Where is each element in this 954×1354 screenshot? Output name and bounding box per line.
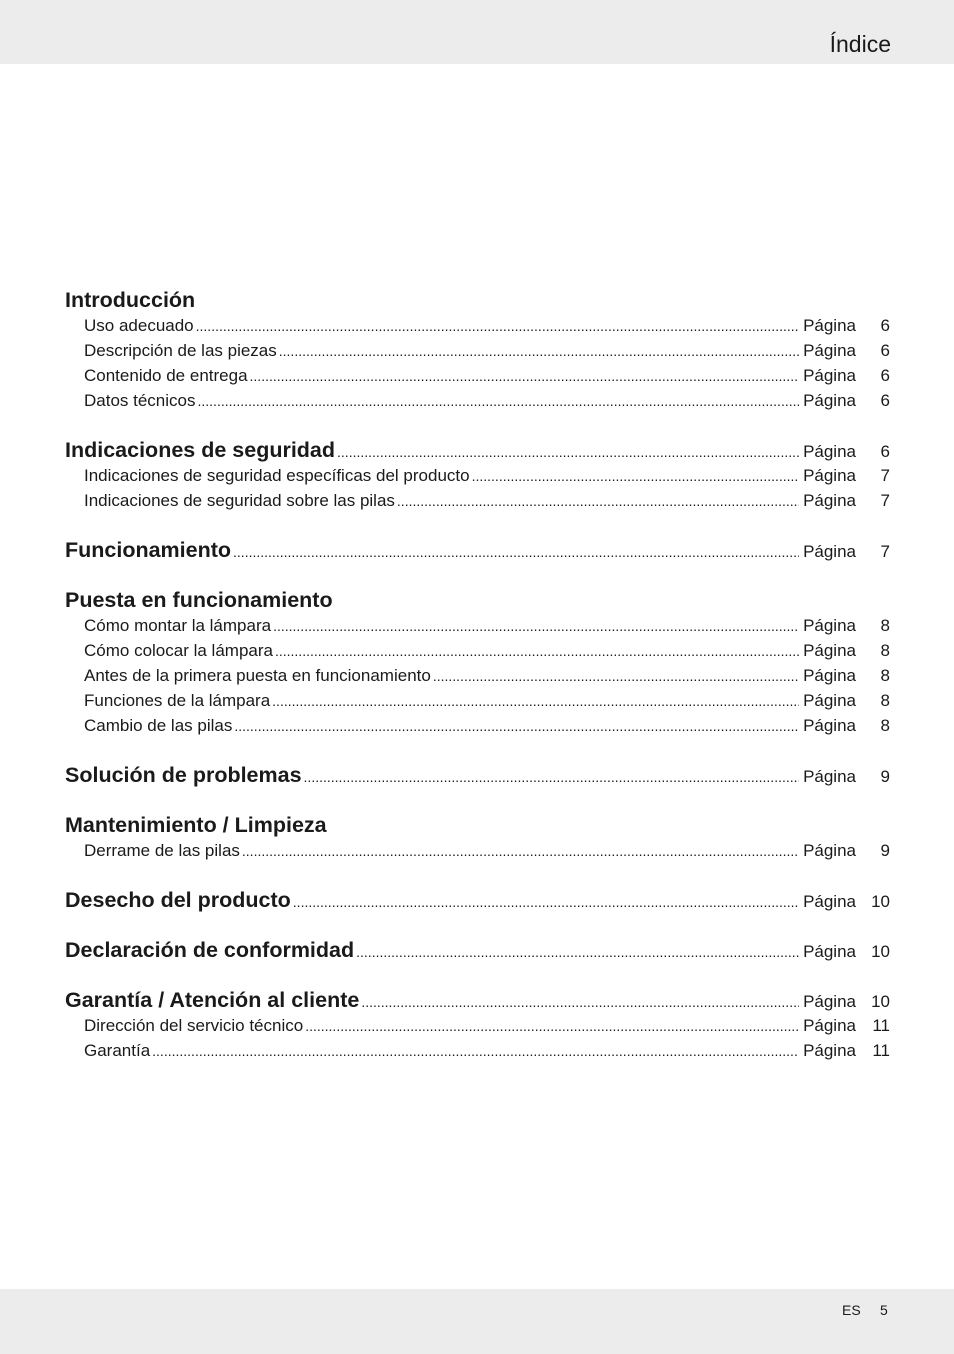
toc-entry-label: Funciones de la lámpara (84, 691, 271, 710)
toc-dot-leader (472, 464, 799, 489)
toc-entry-label: Descripción de las piezas (84, 341, 277, 360)
toc-dot-leader (304, 765, 800, 790)
page-title: Índice (829, 31, 891, 57)
toc-section-title: Mantenimiento / Limpieza (65, 813, 327, 837)
toc-page-number: 10 (871, 892, 890, 911)
toc-entry[interactable] (65, 1013, 890, 1038)
toc-page-label: Página (803, 341, 856, 360)
toc-section (65, 988, 890, 1063)
toc-section (65, 438, 890, 513)
toc-page-label: Página (803, 841, 856, 860)
toc-entry-label: Derrame de las pilas (84, 841, 240, 860)
toc-entry[interactable] (65, 713, 890, 738)
toc-page-number: 6 (880, 391, 890, 410)
toc-page-number: 10 (871, 942, 890, 961)
toc-section-heading[interactable] (65, 288, 890, 313)
toc-page-label: Página (803, 466, 856, 485)
toc-page-label: Página (803, 641, 856, 660)
toc-entry-label: Uso adecuado (84, 316, 194, 335)
toc-page-label: Página (803, 1041, 856, 1060)
toc-section-title: Indicaciones de seguridad (65, 438, 336, 462)
toc-page-number: 8 (880, 641, 890, 660)
toc-page-number: 7 (880, 542, 890, 561)
toc-page-label: Página (803, 716, 856, 735)
toc-section-heading[interactable] (65, 988, 890, 1013)
toc-section (65, 588, 890, 738)
toc-entry-label: Contenido de entrega (84, 366, 248, 385)
toc-dot-leader (279, 339, 799, 364)
toc-section-heading[interactable] (65, 763, 890, 788)
toc-dot-leader (250, 364, 800, 389)
toc-entry[interactable] (65, 313, 890, 338)
toc-dot-leader (198, 389, 800, 414)
toc-entry[interactable] (65, 338, 890, 363)
toc-entry[interactable] (65, 638, 890, 663)
toc-section (65, 288, 890, 413)
toc-entry[interactable] (65, 838, 890, 863)
toc-section (65, 813, 890, 863)
toc-section (65, 888, 890, 913)
toc-dot-leader (233, 540, 799, 565)
toc-entry-label: Cómo montar la lámpara (84, 616, 272, 635)
toc-page-label: Página (803, 542, 856, 561)
toc-page-number: 7 (880, 491, 890, 510)
toc-section-title: Declaración de conformidad (65, 938, 355, 962)
toc-page-label: Página (803, 391, 856, 410)
toc-page-label: Página (803, 491, 856, 510)
toc-dot-leader (397, 489, 799, 514)
footer-page-number: 5 (880, 1302, 888, 1318)
toc-page-number: 10 (871, 992, 890, 1011)
toc-page-number: 8 (880, 666, 890, 685)
toc-page-number: 9 (880, 841, 890, 860)
toc-section (65, 538, 890, 563)
toc-section-heading[interactable] (65, 538, 890, 563)
toc-dot-leader (242, 839, 799, 864)
toc-section-title: Puesta en funcionamiento (65, 588, 333, 612)
toc-entry-label: Indicaciones de seguridad sobre las pilas (84, 491, 395, 510)
toc-page-number: 7 (880, 466, 890, 485)
toc-dot-leader (273, 614, 799, 639)
toc-dot-leader (234, 714, 799, 739)
toc-entry-label: Datos técnicos (84, 391, 196, 410)
toc-page-label: Página (803, 691, 856, 710)
toc-page-label: Página (803, 316, 856, 335)
toc-page-label: Página (803, 992, 856, 1011)
toc-entry[interactable] (65, 1038, 890, 1063)
toc-section-title: Desecho del producto (65, 888, 291, 912)
toc-entry[interactable] (65, 463, 890, 488)
toc-section (65, 763, 890, 788)
toc-section-heading[interactable] (65, 438, 890, 463)
toc-section-title: Garantía / Atención al cliente (65, 988, 360, 1012)
toc-page-number: 11 (872, 1016, 890, 1035)
toc-page-number: 6 (880, 316, 890, 335)
toc-entry-label: Cambio de las pilas (84, 716, 233, 735)
toc-entry-label: Indicaciones de seguridad específicas del producto (84, 466, 470, 485)
toc-section-title: Solución de problemas (65, 763, 302, 787)
toc-page-number: 8 (880, 691, 890, 710)
toc-dot-leader (337, 440, 799, 465)
toc-entry-label: Garantía (84, 1041, 151, 1060)
footer-band (0, 1289, 954, 1354)
toc-entry[interactable] (65, 388, 890, 413)
toc-dot-leader (275, 639, 799, 664)
toc-page-label: Página (803, 892, 856, 911)
toc-dot-leader (361, 990, 799, 1015)
toc-page-number: 6 (880, 442, 890, 461)
toc-page-number: 8 (880, 716, 890, 735)
toc-dot-leader (272, 689, 799, 714)
toc-section-heading[interactable] (65, 813, 890, 838)
toc-page-label: Página (803, 666, 856, 685)
toc-dot-leader (152, 1039, 799, 1064)
toc-page-number: 6 (880, 341, 890, 360)
toc-entry[interactable] (65, 363, 890, 388)
toc-page-number: 8 (880, 616, 890, 635)
toc-dot-leader (433, 664, 799, 689)
toc-page-label: Página (803, 1016, 856, 1035)
toc-entry-label: Antes de la primera puesta en funcionamiento (84, 666, 431, 685)
footer-language: ES (842, 1302, 861, 1318)
toc-page-label: Página (803, 942, 856, 961)
toc-dot-leader (196, 314, 799, 339)
header-band (0, 0, 954, 64)
toc-page-number: 11 (872, 1041, 890, 1060)
toc-section-title: Funcionamiento (65, 538, 232, 562)
toc-page-number: 6 (880, 366, 890, 385)
toc-entry[interactable] (65, 663, 890, 688)
toc-section (65, 938, 890, 963)
toc-section-title: Introducción (65, 288, 196, 312)
toc-dot-leader (293, 890, 799, 915)
toc-section-heading[interactable] (65, 938, 890, 963)
toc-page-number: 9 (880, 767, 890, 786)
toc-dot-leader (356, 940, 799, 965)
toc-page-label: Página (803, 366, 856, 385)
toc-entry-label: Cómo colocar la lámpara (84, 641, 273, 660)
table-of-contents (65, 288, 890, 1063)
toc-section-heading[interactable] (65, 588, 890, 613)
toc-dot-leader (305, 1014, 799, 1039)
toc-entry[interactable] (65, 688, 890, 713)
toc-page-label: Página (803, 616, 856, 635)
toc-entry-label: Dirección del servicio técnico (84, 1016, 304, 1035)
toc-entry[interactable] (65, 613, 890, 638)
toc-entry[interactable] (65, 488, 890, 513)
toc-page-label: Página (803, 767, 856, 786)
toc-page-label: Página (803, 442, 856, 461)
toc-section-heading[interactable] (65, 888, 890, 913)
